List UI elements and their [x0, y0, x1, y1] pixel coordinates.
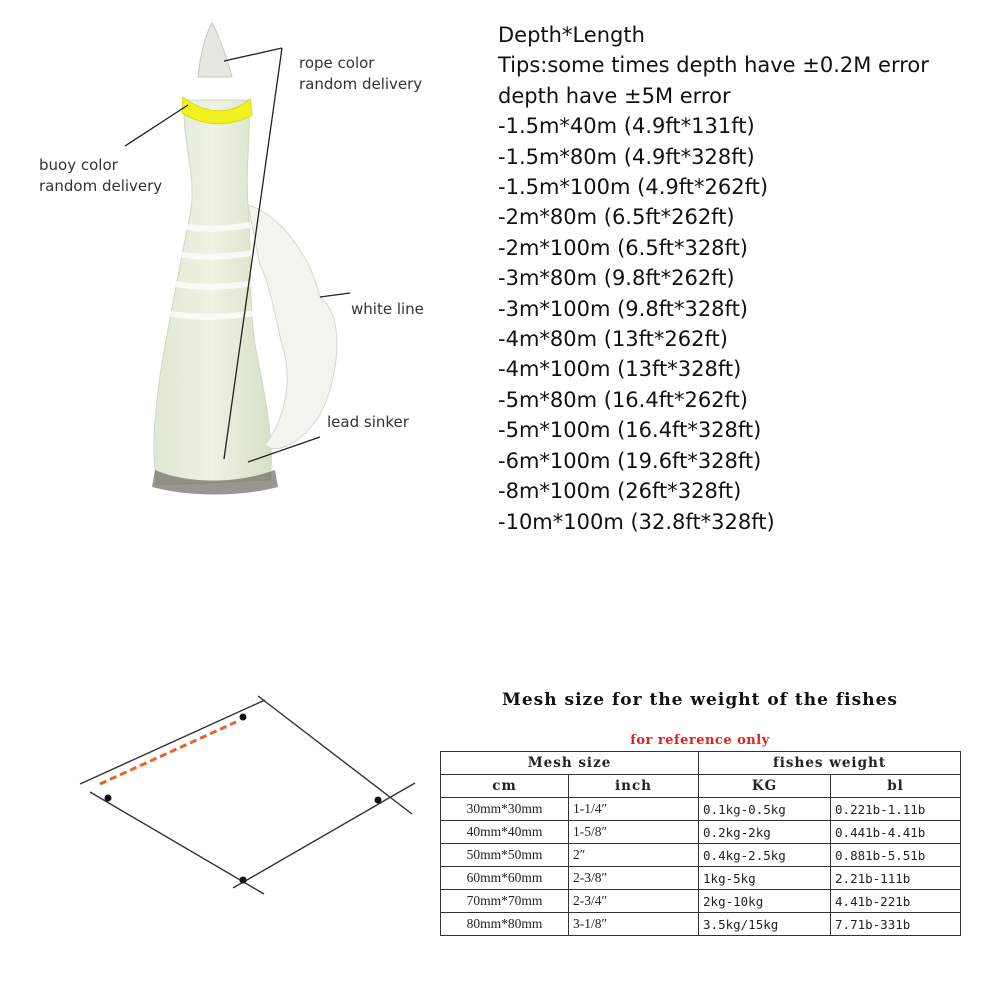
- cell-inch: 2-3/4″: [569, 890, 699, 913]
- spec-size-item: -1.5m*40m (4.9ft*131ft): [498, 114, 755, 139]
- cell-cm: 60mm*60mm: [441, 867, 569, 890]
- group-header-fish-weight: fishes weight: [699, 752, 961, 775]
- spec-size-item: -10m*100m (32.8ft*328ft): [498, 509, 775, 534]
- table-group-header-row: [441, 752, 961, 775]
- mesh-knot: [240, 877, 247, 884]
- mesh-weight-table: [440, 751, 961, 936]
- cell-cm: 40mm*40mm: [441, 821, 569, 844]
- mesh-knot: [240, 714, 247, 721]
- cell-kg: 0.1kg-0.5kg: [699, 798, 831, 821]
- table-row: [441, 913, 961, 936]
- callout-rope-line2: random delivery: [299, 75, 423, 93]
- cell-cm: 50mm*50mm: [441, 844, 569, 867]
- net-product-image: [20, 15, 460, 505]
- cell-inch: 2″: [569, 844, 699, 867]
- group-header-mesh-size: Mesh size: [441, 752, 699, 775]
- size-spec-list: [498, 20, 988, 537]
- net-body: [154, 100, 272, 485]
- cell-kg: 1kg-5kg: [699, 867, 831, 890]
- mesh-size-highlight: [100, 722, 236, 784]
- cell-kg: 2kg-10kg: [699, 890, 831, 913]
- table-row: [441, 798, 961, 821]
- spec-size-item: -3m*80m (9.8ft*262ft): [498, 266, 735, 291]
- table-row: [441, 867, 961, 890]
- spec-size-item: -4m*100m (13ft*328ft): [498, 357, 742, 382]
- cell-kg: 0.4kg-2.5kg: [699, 844, 831, 867]
- mesh-knot: [375, 797, 382, 804]
- col-header-inch: inch: [569, 775, 699, 798]
- table-row: [441, 821, 961, 844]
- callout-buoy-line2: random delivery: [39, 177, 163, 195]
- col-header-bl: bl: [831, 775, 961, 798]
- mesh-diamond: [70, 688, 430, 903]
- callout-buoy: [39, 155, 162, 197]
- callout-white-line: white line: [351, 300, 424, 318]
- net-top: [198, 23, 232, 77]
- table-row: [441, 844, 961, 867]
- col-header-cm: cm: [441, 775, 569, 798]
- cell-cm: 30mm*30mm: [441, 798, 569, 821]
- table-column-header-row: [441, 775, 961, 798]
- spec-size-item: -2m*100m (6.5ft*328ft): [498, 235, 748, 260]
- spec-heading: Depth*Length: [498, 23, 645, 47]
- spec-size-item: -5m*80m (16.4ft*262ft): [498, 387, 748, 412]
- spec-size-item: -1.5m*100m (4.9ft*262ft): [498, 175, 769, 200]
- cell-bl: 2.21b-111b: [831, 867, 961, 890]
- cell-bl: 7.71b-331b: [831, 913, 961, 936]
- spec-size-item: -1.5m*80m (4.9ft*328ft): [498, 144, 755, 169]
- callout-lead-sinker: lead sinker: [327, 413, 409, 431]
- cell-kg: 0.2kg-2kg: [699, 821, 831, 844]
- spec-size-item: -5m*100m (16.4ft*328ft): [498, 418, 762, 443]
- cell-kg: 3.5kg/15kg: [699, 913, 831, 936]
- cell-bl: 0.441b-4.41b: [831, 821, 961, 844]
- cell-inch: 1-1/4″: [569, 798, 699, 821]
- callout-rope-line1: rope color: [299, 54, 375, 72]
- spec-size-item: -3m*100m (9.8ft*328ft): [498, 296, 748, 321]
- spec-size-item: -4m*80m (13ft*262ft): [498, 327, 728, 352]
- spec-tip-2: depth have ±5M error: [498, 83, 731, 108]
- cell-inch: 1-5/8″: [569, 821, 699, 844]
- cell-bl: 4.41b-221b: [831, 890, 961, 913]
- cell-bl: 0.881b-5.51b: [831, 844, 961, 867]
- cell-cm: 70mm*70mm: [441, 890, 569, 913]
- mesh-diagram: [70, 688, 430, 903]
- mesh-table-note: for reference only: [630, 733, 770, 748]
- col-header-kg: KG: [699, 775, 831, 798]
- mesh-table-title: Mesh size for the weight of the fishes: [502, 690, 898, 710]
- cell-inch: 3-1/8″: [569, 913, 699, 936]
- callout-buoy-line1: buoy color: [39, 156, 118, 174]
- spec-size-item: -2m*80m (6.5ft*262ft): [498, 205, 735, 230]
- cell-cm: 80mm*80mm: [441, 913, 569, 936]
- spec-size-item: -8m*100m (26ft*328ft): [498, 479, 742, 504]
- cell-bl: 0.221b-1.11b: [831, 798, 961, 821]
- spec-size-item: -6m*100m (19.6ft*328ft): [498, 448, 762, 473]
- mesh-knot: [105, 795, 112, 802]
- cell-inch: 2-3/8″: [569, 867, 699, 890]
- callout-rope: [299, 53, 422, 95]
- spec-tip: Tips:some times depth have ±0.2M error: [498, 53, 929, 78]
- table-row: [441, 890, 961, 913]
